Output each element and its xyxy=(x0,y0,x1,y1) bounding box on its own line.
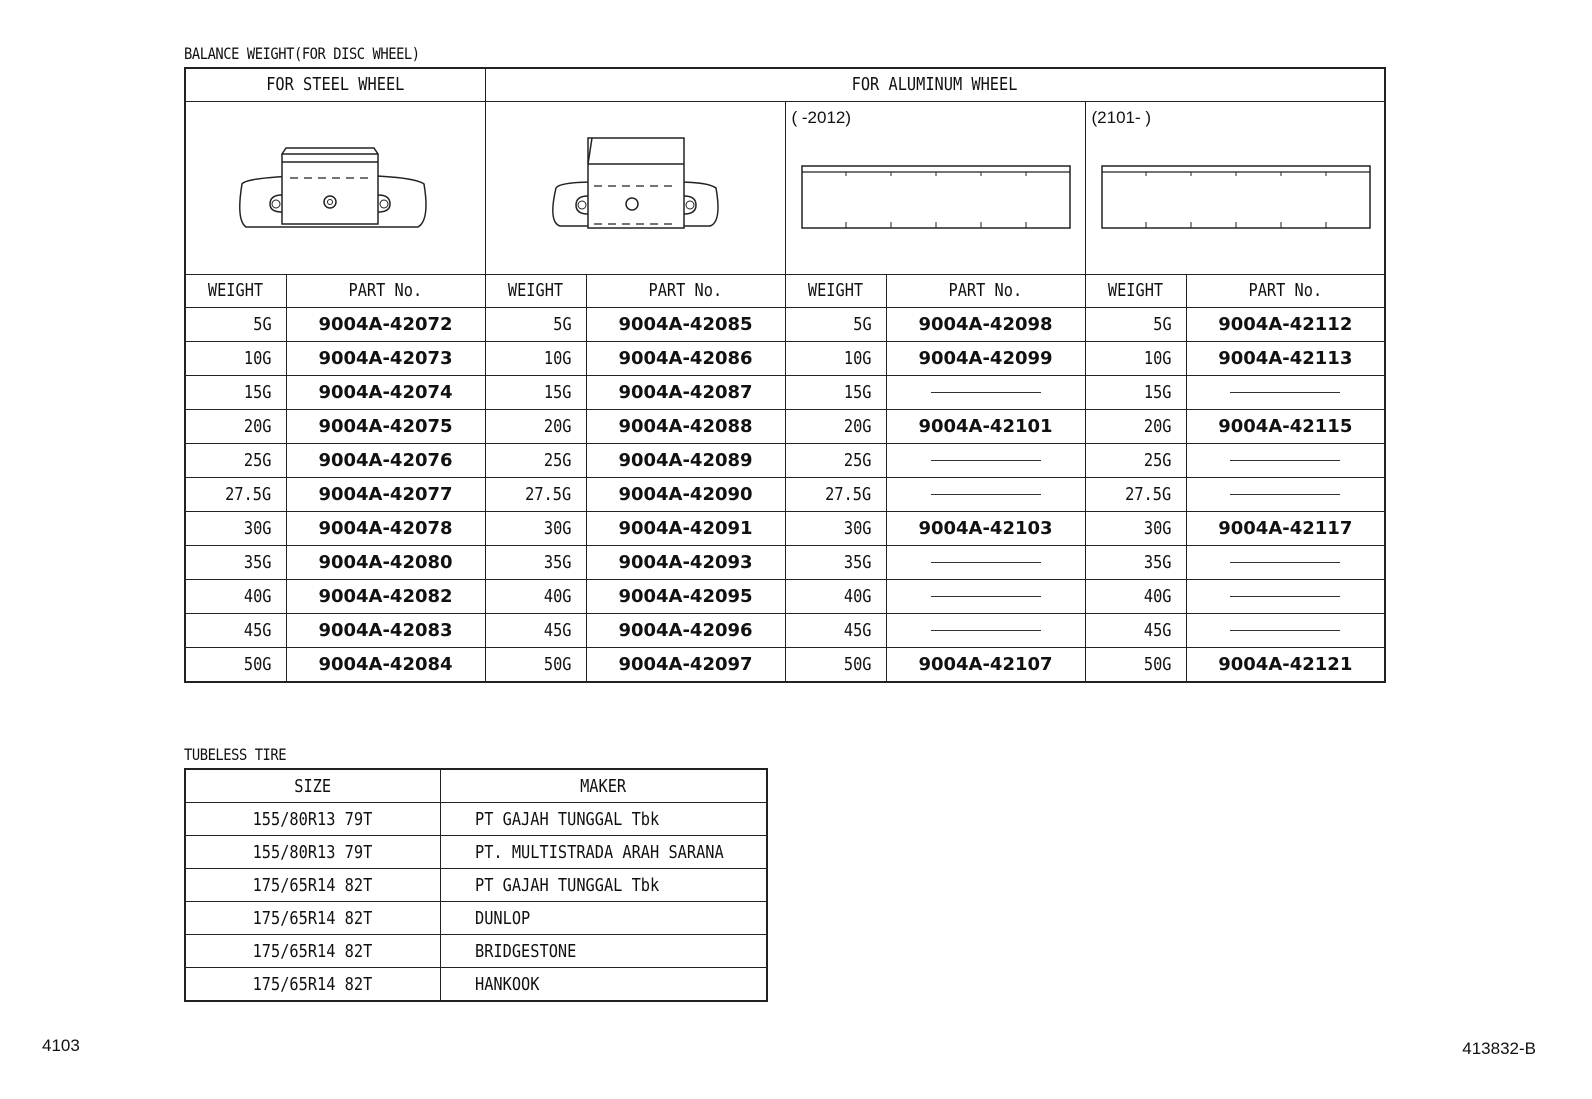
table-row xyxy=(185,511,1385,545)
weight-cell: 50G xyxy=(785,647,886,682)
part-number-cell: 9004A-42084 xyxy=(286,647,485,682)
part-number-cell: 9004A-42075 xyxy=(286,409,485,443)
figure-code: 413832-B xyxy=(1462,1039,1536,1058)
table-row xyxy=(185,307,1385,341)
not-available-dash xyxy=(1186,443,1385,477)
table-row xyxy=(185,902,767,935)
part-number-cell: 9004A-42074 xyxy=(286,375,485,409)
weight-cell: 50G xyxy=(485,647,586,682)
tire-size-cell: 155/80R13 79T xyxy=(185,803,440,836)
weight-cell: 5G xyxy=(485,307,586,341)
table-row xyxy=(185,968,767,1002)
weight-cell: 45G xyxy=(485,613,586,647)
part-number-cell: 9004A-42113 xyxy=(1186,341,1385,375)
weight-cell: 25G xyxy=(1085,443,1186,477)
weight-cell: 50G xyxy=(185,647,286,682)
not-available-dash xyxy=(886,613,1085,647)
steel-wheel-header: FOR STEEL WHEEL xyxy=(185,68,485,101)
weight-cell: 45G xyxy=(785,613,886,647)
weight-cell: 50G xyxy=(1085,647,1186,682)
table-row xyxy=(185,477,1385,511)
tape-weight-illustration-2012 xyxy=(785,101,1085,274)
not-available-dash xyxy=(1186,375,1385,409)
weight-cell: 25G xyxy=(185,443,286,477)
table-row xyxy=(185,443,1385,477)
weight-cell: 5G xyxy=(785,307,886,341)
tire-maker-cell: PT GAJAH TUNGGAL Tbk xyxy=(440,869,767,902)
tire-size-cell: 155/80R13 79T xyxy=(185,836,440,869)
part-no-header: PART No. xyxy=(886,274,1085,307)
weight-cell: 27.5G xyxy=(785,477,886,511)
weight-cell: 25G xyxy=(485,443,586,477)
part-number-cell: 9004A-42107 xyxy=(886,647,1085,682)
tire-size-cell: 175/65R14 82T xyxy=(185,869,440,902)
part-number-cell: 9004A-42096 xyxy=(586,613,785,647)
weight-cell: 30G xyxy=(485,511,586,545)
part-number-cell: 9004A-42073 xyxy=(286,341,485,375)
weight-cell: 35G xyxy=(785,545,886,579)
part-no-header: PART No. xyxy=(1186,274,1385,307)
weight-cell: 10G xyxy=(485,341,586,375)
steel-weight-illustration xyxy=(185,101,485,274)
weight-cell: 35G xyxy=(1085,545,1186,579)
table-row xyxy=(185,803,767,836)
not-available-dash xyxy=(1186,545,1385,579)
part-number-cell: 9004A-42091 xyxy=(586,511,785,545)
tire-size-cell: 175/65R14 82T xyxy=(185,902,440,935)
tire-size-cell: 175/65R14 82T xyxy=(185,935,440,968)
part-number-cell: 9004A-42078 xyxy=(286,511,485,545)
tubeless-tire-title: TUBELESS TIRE xyxy=(184,745,287,764)
weight-cell: 10G xyxy=(1085,341,1186,375)
part-number-cell: 9004A-42103 xyxy=(886,511,1085,545)
weight-cell: 5G xyxy=(185,307,286,341)
part-no-header: PART No. xyxy=(286,274,485,307)
weight-cell: 10G xyxy=(185,341,286,375)
balance-weight-title: BALANCE WEIGHT(FOR DISC WHEEL) xyxy=(184,44,420,63)
column-header-row xyxy=(185,274,1385,307)
tape-weight-illustration-2101 xyxy=(1085,101,1385,274)
part-number-cell: 9004A-42083 xyxy=(286,613,485,647)
table-row xyxy=(185,341,1385,375)
tire-maker-cell: HANKOOK xyxy=(440,968,767,1002)
weight-cell: 10G xyxy=(785,341,886,375)
range-label-2012: ( -2012) xyxy=(791,107,852,127)
weight-cell: 30G xyxy=(185,511,286,545)
weight-header: WEIGHT xyxy=(1085,274,1186,307)
weight-cell: 20G xyxy=(485,409,586,443)
part-number-cell: 9004A-42086 xyxy=(586,341,785,375)
tubeless-tire-table xyxy=(184,768,768,1002)
weight-cell: 30G xyxy=(1085,511,1186,545)
weight-cell: 20G xyxy=(185,409,286,443)
aluminum-wheel-header: FOR ALUMINUM WHEEL xyxy=(485,68,1385,101)
tire-maker-cell: BRIDGESTONE xyxy=(440,935,767,968)
weight-cell: 15G xyxy=(785,375,886,409)
part-no-header: PART No. xyxy=(586,274,785,307)
part-number-cell: 9004A-42076 xyxy=(286,443,485,477)
part-number-cell: 9004A-42112 xyxy=(1186,307,1385,341)
range-label-2101: (2101- ) xyxy=(1091,107,1152,127)
table-row xyxy=(185,545,1385,579)
weight-cell: 27.5G xyxy=(185,477,286,511)
weight-cell: 15G xyxy=(1085,375,1186,409)
weight-cell: 40G xyxy=(185,579,286,613)
tire-maker-cell: PT GAJAH TUNGGAL Tbk xyxy=(440,803,767,836)
table-row xyxy=(185,375,1385,409)
weight-cell: 40G xyxy=(485,579,586,613)
maker-header: MAKER xyxy=(440,769,767,803)
tire-size-cell: 175/65R14 82T xyxy=(185,968,440,1002)
part-number-cell: 9004A-42095 xyxy=(586,579,785,613)
weight-cell: 35G xyxy=(485,545,586,579)
weight-cell: 45G xyxy=(1085,613,1186,647)
part-number-cell: 9004A-42087 xyxy=(586,375,785,409)
not-available-dash xyxy=(886,579,1085,613)
weight-cell: 27.5G xyxy=(1085,477,1186,511)
part-number-cell: 9004A-42085 xyxy=(586,307,785,341)
part-number-cell: 9004A-42097 xyxy=(586,647,785,682)
not-available-dash xyxy=(886,443,1085,477)
part-number-cell: 9004A-42121 xyxy=(1186,647,1385,682)
weight-cell: 27.5G xyxy=(485,477,586,511)
part-number-cell: 9004A-42099 xyxy=(886,341,1085,375)
weight-cell: 35G xyxy=(185,545,286,579)
part-number-cell: 9004A-42080 xyxy=(286,545,485,579)
part-number-cell: 9004A-42089 xyxy=(586,443,785,477)
weight-cell: 15G xyxy=(185,375,286,409)
weight-cell: 45G xyxy=(185,613,286,647)
table-row xyxy=(185,836,767,869)
tire-maker-cell: DUNLOP xyxy=(440,902,767,935)
size-header: SIZE xyxy=(185,769,440,803)
table-row xyxy=(185,409,1385,443)
weight-cell: 25G xyxy=(785,443,886,477)
weight-cell: 5G xyxy=(1085,307,1186,341)
table-row xyxy=(185,869,767,902)
not-available-dash xyxy=(886,545,1085,579)
weight-cell: 40G xyxy=(785,579,886,613)
table-row xyxy=(185,647,1385,682)
part-number-cell: 9004A-42077 xyxy=(286,477,485,511)
tire-maker-cell: PT. MULTISTRADA ARAH SARANA xyxy=(440,836,767,869)
table-row xyxy=(185,579,1385,613)
part-number-cell: 9004A-42093 xyxy=(586,545,785,579)
page-number: 4103 xyxy=(42,1036,80,1055)
table-row xyxy=(185,613,1385,647)
not-available-dash xyxy=(1186,613,1385,647)
part-number-cell: 9004A-42088 xyxy=(586,409,785,443)
part-number-cell: 9004A-42101 xyxy=(886,409,1085,443)
weight-cell: 20G xyxy=(785,409,886,443)
aluminum-weight-illustration xyxy=(485,101,785,274)
part-number-cell: 9004A-42072 xyxy=(286,307,485,341)
part-number-cell: 9004A-42117 xyxy=(1186,511,1385,545)
weight-cell: 30G xyxy=(785,511,886,545)
part-number-cell: 9004A-42090 xyxy=(586,477,785,511)
weight-header: WEIGHT xyxy=(185,274,286,307)
weight-cell: 20G xyxy=(1085,409,1186,443)
weight-cell: 15G xyxy=(485,375,586,409)
table-row xyxy=(185,935,767,968)
part-number-cell: 9004A-42098 xyxy=(886,307,1085,341)
part-number-cell: 9004A-42082 xyxy=(286,579,485,613)
not-available-dash xyxy=(886,375,1085,409)
not-available-dash xyxy=(1186,477,1385,511)
balance-weight-table xyxy=(184,67,1386,683)
weight-header: WEIGHT xyxy=(785,274,886,307)
not-available-dash xyxy=(1186,579,1385,613)
weight-cell: 40G xyxy=(1085,579,1186,613)
not-available-dash xyxy=(886,477,1085,511)
part-number-cell: 9004A-42115 xyxy=(1186,409,1385,443)
weight-header: WEIGHT xyxy=(485,274,586,307)
